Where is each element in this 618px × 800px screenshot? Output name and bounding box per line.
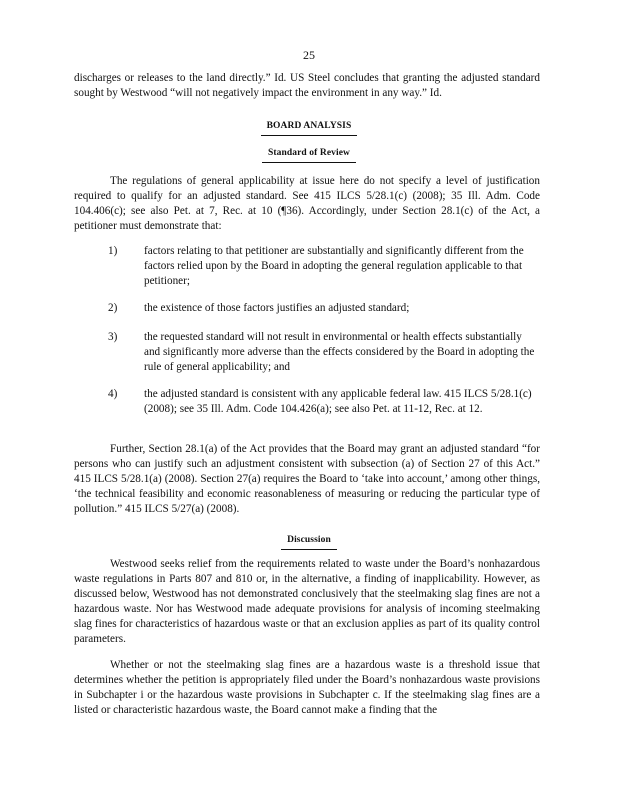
- discussion-paragraph-2: Whether or not the steelmaking slag fines are a hazardous waste is a threshold issue that determines whether the petition is appropriately filed under the Board’s nonhazardous waste provisions in Subchapter i or the hazardous waste provisions in Subchapter c. If the steelmaking slag fines are a listed or characteristic hazardous waste, the Board cannot make a finding that the: [74, 659, 540, 716]
- criterion-number: 1): [108, 245, 118, 257]
- board-analysis-heading-text: BOARD ANALYSIS: [261, 119, 358, 136]
- standard-of-review-heading: [0, 146, 618, 163]
- page-number: 25: [303, 48, 315, 62]
- further-paragraph: Further, Section 28.1(a) of the Act provides that the Board may grant an adjusted standard “for persons who can justify such an adjustment consistent with subsection (a) of Section 27 of this Act.” 415 ILCS 5/28.1(a) (2008). Section 27(a) requires the Board to ‘take into account,’ among other things, ‘the technical feasibility and economic reasonableness of measuring or reducing the particular type of pollution.” 415 ILCS 5/27(a) (2008).: [74, 443, 540, 515]
- criterion-number: 3): [108, 331, 118, 343]
- standard-of-review-heading-text: Standard of Review: [262, 146, 356, 163]
- criterion-number: 4): [108, 388, 118, 400]
- board-analysis-heading: [0, 119, 618, 136]
- discussion-paragraph-1: Westwood seeks relief from the requirements related to waste under the Board’s nonhazardous waste regulations in Parts 807 and 810 or, in the alternative, a finding of inapplicability. However, as discussed below, Westwood has not demonstrated conclusively that the steelmaking slag fines are not a hazardous waste. Nor has Westwood made adequate provisions for analysis of incoming steelmaking slag fines for characteristics of hazardous waste or that an exclusion applies as part of its quality control parameters.: [74, 558, 540, 645]
- intro-paragraph: discharges or releases to the land directly.” Id. US Steel concludes that granting the adjusted standard sought by Westwood “will not negatively impact the environment in any way.” Id.: [74, 72, 540, 99]
- standard-paragraph: The regulations of general applicability at issue here do not specify a level of justification required to qualify for an adjusted standard. See 415 ILCS 5/28.1(c) (2008); 35 Ill. Adm. Code 104.406(c); see also Pet. at 7, Rec. at 10 (¶36). Accordingly, under Section 28.1(c) of the Act, a petitioner must demonstrate that:: [74, 175, 540, 232]
- criterion-text: the requested standard will not result in environmental or health effects substantially and significantly more adverse than the effects considered by the Board in adopting the rule of general applicability; and: [144, 331, 535, 373]
- discussion-heading-text: Discussion: [281, 533, 337, 550]
- criterion-number: 2): [108, 302, 118, 314]
- criterion-text: the adjusted standard is consistent with any applicable federal law. 415 ILCS 5/28.1(c) (2008); see 35 Ill. Adm. Code 104.426(a); see also Pet. at 11-12, Rec. at 12.: [144, 388, 532, 415]
- criterion-text: factors relating to that petitioner are substantially and significantly different from the factors relied upon by the Board in adopting the general regulation applicable to that petitioner;: [144, 245, 524, 287]
- discussion-heading: [0, 533, 618, 550]
- criterion-text: the existence of those factors justifies an adjusted standard;: [144, 302, 410, 314]
